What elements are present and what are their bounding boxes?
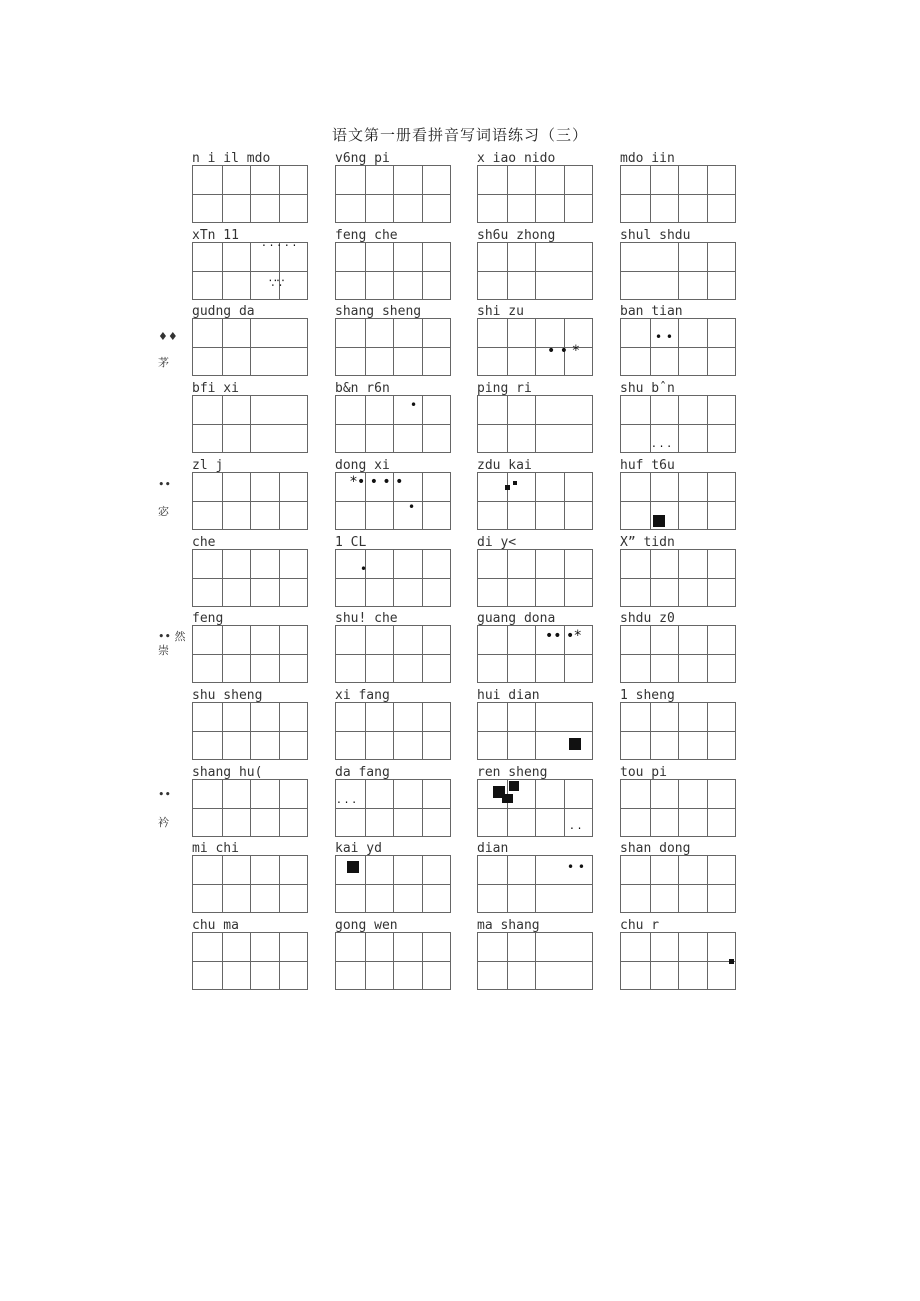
writing-box <box>335 318 451 376</box>
scan-square <box>505 485 510 490</box>
scan-dots: . . . <box>652 436 672 450</box>
writing-box <box>192 779 308 837</box>
grid-line <box>279 243 280 299</box>
grid-line <box>393 550 394 606</box>
pinyin-label: bfi xi <box>192 381 239 396</box>
grid-line <box>507 473 508 529</box>
grid-line <box>250 243 251 299</box>
grid-line <box>650 473 651 529</box>
grid-line <box>222 626 223 682</box>
writing-box <box>335 779 451 837</box>
word-cell <box>477 535 597 607</box>
grid-line <box>222 780 223 836</box>
writing-box <box>477 702 593 760</box>
word-cell <box>477 228 597 300</box>
pinyin-label: da fang <box>335 765 390 780</box>
grid-line <box>564 166 565 222</box>
grid-line <box>422 243 423 299</box>
word-cell <box>477 458 597 530</box>
grid-line <box>707 626 708 682</box>
grid-line <box>678 856 679 912</box>
word-cell <box>192 228 312 300</box>
word-cell <box>192 611 312 683</box>
word-cell <box>620 841 740 913</box>
word-cell <box>477 381 597 453</box>
word-cell <box>335 381 455 453</box>
writing-box <box>620 855 736 913</box>
margin-mark: 衿 <box>158 816 169 829</box>
grid-line <box>707 550 708 606</box>
pinyin-label: dong xi <box>335 458 390 473</box>
writing-box <box>620 549 736 607</box>
writing-box <box>192 318 308 376</box>
grid-line <box>650 856 651 912</box>
grid-line <box>279 550 280 606</box>
grid-line <box>222 550 223 606</box>
grid-line <box>678 319 679 375</box>
grid-line <box>393 780 394 836</box>
grid-line <box>678 550 679 606</box>
grid-line <box>535 319 536 375</box>
grid-line <box>678 473 679 529</box>
grid-line <box>279 626 280 682</box>
margin-mark: 宓 <box>158 505 169 518</box>
writing-box <box>620 242 736 300</box>
pinyin-label: huf t6u <box>620 458 675 473</box>
word-cell <box>620 151 740 223</box>
grid-line <box>279 933 280 989</box>
writing-box <box>620 165 736 223</box>
word-cell <box>620 304 740 376</box>
grid-line <box>707 319 708 375</box>
writing-box <box>477 242 593 300</box>
grid-line <box>535 166 536 222</box>
grid-line <box>422 166 423 222</box>
writing-box <box>620 472 736 530</box>
grid-line <box>650 396 651 452</box>
pinyin-label: sh6u zhong <box>477 228 556 243</box>
pinyin-label: n i il mdo <box>192 151 271 166</box>
writing-box <box>477 472 593 530</box>
writing-box <box>477 395 593 453</box>
scan-dots: • • <box>655 330 673 344</box>
writing-box <box>620 779 736 837</box>
word-cell <box>192 381 312 453</box>
grid-line <box>422 396 423 452</box>
grid-line <box>279 856 280 912</box>
grid-line <box>250 396 251 452</box>
grid-line <box>365 396 366 452</box>
word-cell <box>620 918 740 990</box>
grid-line <box>279 703 280 759</box>
pinyin-label: mi chi <box>192 841 239 856</box>
pinyin-label: shang hu( <box>192 765 263 780</box>
margin-mark: 茅 <box>158 356 169 369</box>
writing-box <box>477 165 593 223</box>
grid-line <box>707 856 708 912</box>
grid-line <box>535 856 536 912</box>
grid-line <box>365 703 366 759</box>
writing-box <box>192 395 308 453</box>
grid-line <box>535 473 536 529</box>
word-cell <box>192 458 312 530</box>
pinyin-label: ma shang <box>477 918 540 933</box>
grid-line <box>678 626 679 682</box>
grid-line <box>393 166 394 222</box>
grid-line <box>507 626 508 682</box>
grid-line <box>707 166 708 222</box>
word-cell <box>335 228 455 300</box>
word-cell <box>335 688 455 760</box>
writing-box <box>192 932 308 990</box>
word-cell <box>192 151 312 223</box>
scan-dots: . . . . . <box>262 235 297 249</box>
grid-line <box>365 319 366 375</box>
grid-line <box>507 550 508 606</box>
grid-line <box>222 473 223 529</box>
writing-box <box>477 549 593 607</box>
writing-box <box>335 549 451 607</box>
grid-line <box>707 473 708 529</box>
grid-line <box>535 703 536 759</box>
scan-square <box>569 738 581 750</box>
writing-box <box>620 318 736 376</box>
grid-line <box>365 780 366 836</box>
word-cell <box>477 918 597 990</box>
grid-line <box>393 396 394 452</box>
word-cell <box>620 765 740 837</box>
grid-line <box>222 396 223 452</box>
word-cell <box>620 688 740 760</box>
pinyin-label: shul shdu <box>620 228 691 243</box>
pinyin-label: chu ma <box>192 918 239 933</box>
grid-line <box>250 319 251 375</box>
grid-line <box>250 703 251 759</box>
grid-line <box>250 473 251 529</box>
margin-mark: ♦♦ <box>158 330 178 343</box>
margin-mark: •• <box>158 788 171 801</box>
pinyin-label: shdu z0 <box>620 611 675 626</box>
scan-dots: • <box>408 500 416 514</box>
word-cell <box>335 151 455 223</box>
word-cell <box>620 611 740 683</box>
word-cell <box>620 381 740 453</box>
grid-line <box>564 550 565 606</box>
grid-line <box>365 243 366 299</box>
word-cell <box>477 151 597 223</box>
grid-line <box>678 166 679 222</box>
scan-dots: • <box>410 398 418 412</box>
grid-line <box>707 933 708 989</box>
scan-dots: . . . <box>337 792 357 806</box>
pinyin-label: shu bˆn <box>620 381 675 396</box>
grid-line <box>535 550 536 606</box>
word-cell <box>620 458 740 530</box>
pinyin-label: shu sheng <box>192 688 263 703</box>
pinyin-label: kai yd <box>335 841 382 856</box>
scan-square <box>347 861 359 873</box>
grid-line <box>678 243 679 299</box>
word-cell <box>335 611 455 683</box>
grid-line <box>507 396 508 452</box>
grid-line <box>422 933 423 989</box>
word-cell <box>620 228 740 300</box>
pinyin-label: feng <box>192 611 224 626</box>
margin-mark: 崇 <box>158 644 169 657</box>
page-title: 语文第一册看拼音写词语练习（三） <box>331 126 588 144</box>
grid-line <box>365 166 366 222</box>
pinyin-label: di y< <box>477 535 517 550</box>
word-cell <box>192 918 312 990</box>
margin-mark: •• 然 <box>158 630 186 643</box>
word-cell <box>477 688 597 760</box>
grid-line <box>678 703 679 759</box>
grid-line <box>535 243 536 299</box>
pinyin-label: ban tian <box>620 304 683 319</box>
grid-line <box>535 396 536 452</box>
pinyin-label: feng che <box>335 228 398 243</box>
grid-line <box>222 166 223 222</box>
pinyin-label: shan dong <box>620 841 691 856</box>
grid-line <box>222 243 223 299</box>
pinyin-label: tou pi <box>620 765 667 780</box>
pinyin-label: xTn 11 <box>192 228 239 243</box>
pinyin-label: zdu kai <box>477 458 532 473</box>
pinyin-label: gudng da <box>192 304 255 319</box>
grid-line <box>365 626 366 682</box>
word-cell <box>335 918 455 990</box>
grid-line <box>678 933 679 989</box>
grid-line <box>422 473 423 529</box>
writing-box <box>620 395 736 453</box>
margin-mark: •• <box>158 478 171 491</box>
pinyin-label: che <box>192 535 216 550</box>
grid-line <box>707 396 708 452</box>
grid-line <box>564 473 565 529</box>
writing-box <box>620 625 736 683</box>
pinyin-label: shi zu <box>477 304 524 319</box>
word-cell <box>192 688 312 760</box>
grid-line <box>707 243 708 299</box>
grid-line <box>507 243 508 299</box>
writing-box <box>335 242 451 300</box>
grid-line <box>650 703 651 759</box>
grid-line <box>650 319 651 375</box>
grid-line <box>678 780 679 836</box>
grid-line <box>507 319 508 375</box>
grid-line <box>650 166 651 222</box>
grid-line <box>222 319 223 375</box>
scan-dots: ∵∵ <box>269 276 285 290</box>
grid-line <box>422 550 423 606</box>
grid-line <box>279 166 280 222</box>
pinyin-label: xi fang <box>335 688 390 703</box>
scan-square <box>513 481 517 485</box>
pinyin-label: 1 CL <box>335 535 367 550</box>
writing-box <box>335 625 451 683</box>
word-cell <box>335 765 455 837</box>
writing-box <box>192 855 308 913</box>
grid-line <box>393 626 394 682</box>
pinyin-label: shu! che <box>335 611 398 626</box>
writing-box <box>335 702 451 760</box>
grid-line <box>507 933 508 989</box>
writing-box <box>620 932 736 990</box>
writing-box <box>477 932 593 990</box>
word-cell <box>192 304 312 376</box>
grid-line <box>650 780 651 836</box>
grid-line <box>393 933 394 989</box>
pinyin-label: x iao nido <box>477 151 556 166</box>
grid-line <box>535 933 536 989</box>
grid-line <box>707 780 708 836</box>
grid-line <box>250 626 251 682</box>
writing-box <box>192 549 308 607</box>
grid-line <box>707 703 708 759</box>
writing-box <box>192 625 308 683</box>
grid-line <box>535 626 536 682</box>
scan-dots: •• •* <box>545 628 582 644</box>
grid-line <box>393 856 394 912</box>
pinyin-label: chu r <box>620 918 660 933</box>
pinyin-label: v6ng pi <box>335 151 390 166</box>
scan-dots: *• • • • <box>350 474 404 490</box>
grid-line <box>535 780 536 836</box>
scan-dots: • <box>360 562 368 576</box>
pinyin-label: hui dian <box>477 688 540 703</box>
grid-line <box>222 933 223 989</box>
grid-line <box>279 473 280 529</box>
grid-line <box>507 780 508 836</box>
pinyin-label: ping ri <box>477 381 532 396</box>
grid-line <box>678 396 679 452</box>
scan-square <box>509 781 519 791</box>
scan-square <box>653 515 665 527</box>
writing-box <box>192 242 308 300</box>
scan-dots: • • <box>567 860 585 874</box>
word-cell <box>335 304 455 376</box>
word-cell <box>192 535 312 607</box>
writing-box <box>192 702 308 760</box>
scan-square <box>502 794 513 803</box>
grid-line <box>650 550 651 606</box>
scan-dots: . . <box>570 818 582 832</box>
grid-line <box>422 626 423 682</box>
word-cell <box>335 535 455 607</box>
grid-line <box>250 780 251 836</box>
grid-line <box>250 933 251 989</box>
pinyin-label: X” tidn <box>620 535 675 550</box>
writing-box <box>620 702 736 760</box>
pinyin-label: zl j <box>192 458 224 473</box>
word-cell <box>192 765 312 837</box>
writing-box <box>335 932 451 990</box>
grid-line <box>422 703 423 759</box>
grid-line <box>507 856 508 912</box>
grid-line <box>279 780 280 836</box>
pinyin-label: 1 sheng <box>620 688 675 703</box>
grid-line <box>250 856 251 912</box>
grid-line <box>222 703 223 759</box>
grid-line <box>393 319 394 375</box>
grid-line <box>250 166 251 222</box>
grid-line <box>564 780 565 836</box>
grid-line <box>507 703 508 759</box>
grid-line <box>422 319 423 375</box>
writing-box <box>192 472 308 530</box>
word-cell <box>192 841 312 913</box>
grid-line <box>250 550 251 606</box>
grid-line <box>650 626 651 682</box>
pinyin-label: dian <box>477 841 509 856</box>
pinyin-label: gong wen <box>335 918 398 933</box>
grid-line <box>222 856 223 912</box>
pinyin-label: ren sheng <box>477 765 548 780</box>
pinyin-label: shang sheng <box>335 304 422 319</box>
pinyin-label: mdo iin <box>620 151 675 166</box>
grid-line <box>422 856 423 912</box>
writing-box <box>335 165 451 223</box>
grid-line <box>393 703 394 759</box>
pinyin-label: guang dona <box>477 611 556 626</box>
word-cell <box>620 535 740 607</box>
grid-line <box>365 933 366 989</box>
grid-line <box>365 856 366 912</box>
grid-line <box>393 243 394 299</box>
grid-line <box>650 933 651 989</box>
grid-line <box>422 780 423 836</box>
grid-line <box>365 550 366 606</box>
grid-line <box>507 166 508 222</box>
scan-square <box>729 959 734 964</box>
scan-dots: • • * <box>547 343 580 359</box>
writing-box <box>335 395 451 453</box>
pinyin-label: b&n r6n <box>335 381 390 396</box>
writing-box <box>192 165 308 223</box>
